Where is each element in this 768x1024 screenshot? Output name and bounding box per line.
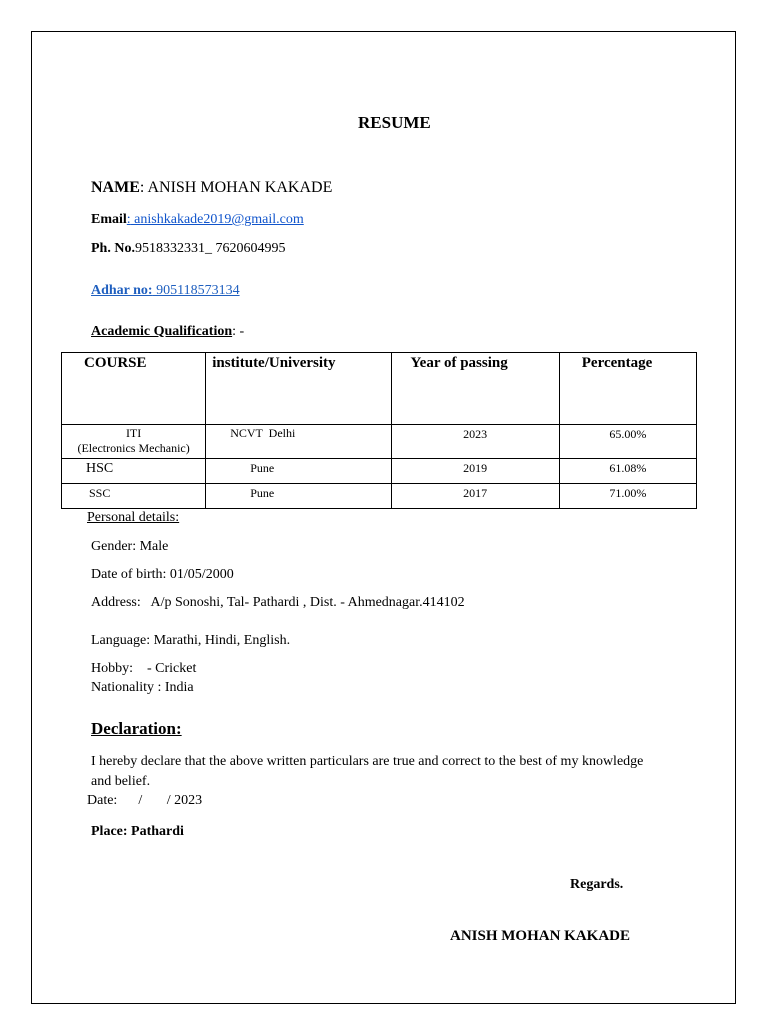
- email-line: [91, 212, 304, 228]
- table-row: [62, 425, 697, 459]
- header-year: Year of passing: [391, 353, 559, 425]
- year-text: 2017: [463, 486, 488, 500]
- header-percentage: Percentage: [559, 353, 696, 425]
- course-line-1: ITI: [125, 426, 142, 440]
- adhar-label: Adhar no:: [91, 283, 153, 298]
- resume-title: RESUME: [358, 113, 431, 132]
- percentage-text: 71.00%: [609, 486, 647, 500]
- academic-suffix: : -: [232, 324, 245, 339]
- cell-course: [62, 425, 206, 459]
- course-text: SSC: [89, 486, 111, 500]
- table-header-row: [62, 353, 697, 425]
- name-line: [91, 179, 332, 197]
- percentage-text: 65.00%: [609, 427, 647, 441]
- email-label: Email: [91, 212, 127, 227]
- academic-label: Academic Qualification: [91, 324, 233, 339]
- cell-institute: [206, 484, 391, 509]
- declaration-text: I hereby declare that the above written particulars are true and correct to the best of my knowledge and belief.: [91, 754, 644, 789]
- cell-institute: [206, 459, 391, 484]
- year-text: 2023: [463, 427, 488, 441]
- course-line-2: (Electronics Mechanic): [77, 441, 190, 455]
- header-course: COURSE: [62, 353, 206, 425]
- cell-course: [62, 459, 206, 484]
- adhar-value: 905118573134: [152, 283, 240, 298]
- date-line: Date: / / 2023: [87, 793, 203, 808]
- personal-details-heading: Personal details:: [87, 510, 180, 525]
- table-row: [62, 459, 697, 484]
- table-row: [62, 484, 697, 509]
- name-value: ANISH MOHAN KAKADE: [147, 179, 333, 196]
- signature-name: ANISH MOHAN KAKADE: [450, 928, 631, 944]
- name-label: NAME: [91, 179, 140, 196]
- institute-text: NCVT Delhi: [230, 426, 296, 440]
- cell-year: [391, 425, 559, 459]
- cell-course: [62, 484, 206, 509]
- institute-text: Pune: [250, 486, 275, 500]
- phone-value: 9518332331_ 7620604995: [134, 241, 286, 256]
- qualification-table: [61, 352, 697, 509]
- cell-year: [391, 459, 559, 484]
- nationality-line: Nationality : India: [91, 680, 194, 695]
- address-line: Address: A/p Sonoshi, Tal- Pathardi , Dist. - Ahmednagar.414102: [91, 595, 465, 610]
- regards-text: Regards.: [570, 877, 624, 892]
- academic-heading: [91, 324, 244, 340]
- gender-line: Gender: Male: [91, 539, 169, 554]
- adhar-line: [91, 283, 240, 299]
- language-line: Language: Marathi, Hindi, English.: [91, 633, 291, 648]
- email-separator: :: [126, 212, 131, 227]
- phone-label: Ph. No.: [91, 241, 135, 256]
- cell-percentage: [559, 425, 696, 459]
- cell-institute: [206, 425, 391, 459]
- place-line: Place: Pathardi: [91, 824, 184, 839]
- name-separator: :: [139, 179, 148, 196]
- header-institute: institute/University: [206, 353, 391, 425]
- phone-line: [91, 241, 285, 257]
- hobby-line: Hobby: - Cricket: [91, 661, 197, 676]
- cell-percentage: [559, 459, 696, 484]
- cell-year: [391, 484, 559, 509]
- declaration-heading: Declaration:: [91, 719, 182, 738]
- dob-line: Date of birth: 01/05/2000: [91, 567, 234, 582]
- email-link[interactable]: [127, 212, 304, 227]
- percentage-text: 61.08%: [609, 461, 647, 475]
- cell-percentage: [559, 484, 696, 509]
- year-text: 2019: [463, 461, 488, 475]
- course-text: HSC: [86, 461, 114, 476]
- institute-text: Pune: [250, 461, 275, 475]
- email-value: anishkakade2019@gmail.com: [130, 212, 304, 227]
